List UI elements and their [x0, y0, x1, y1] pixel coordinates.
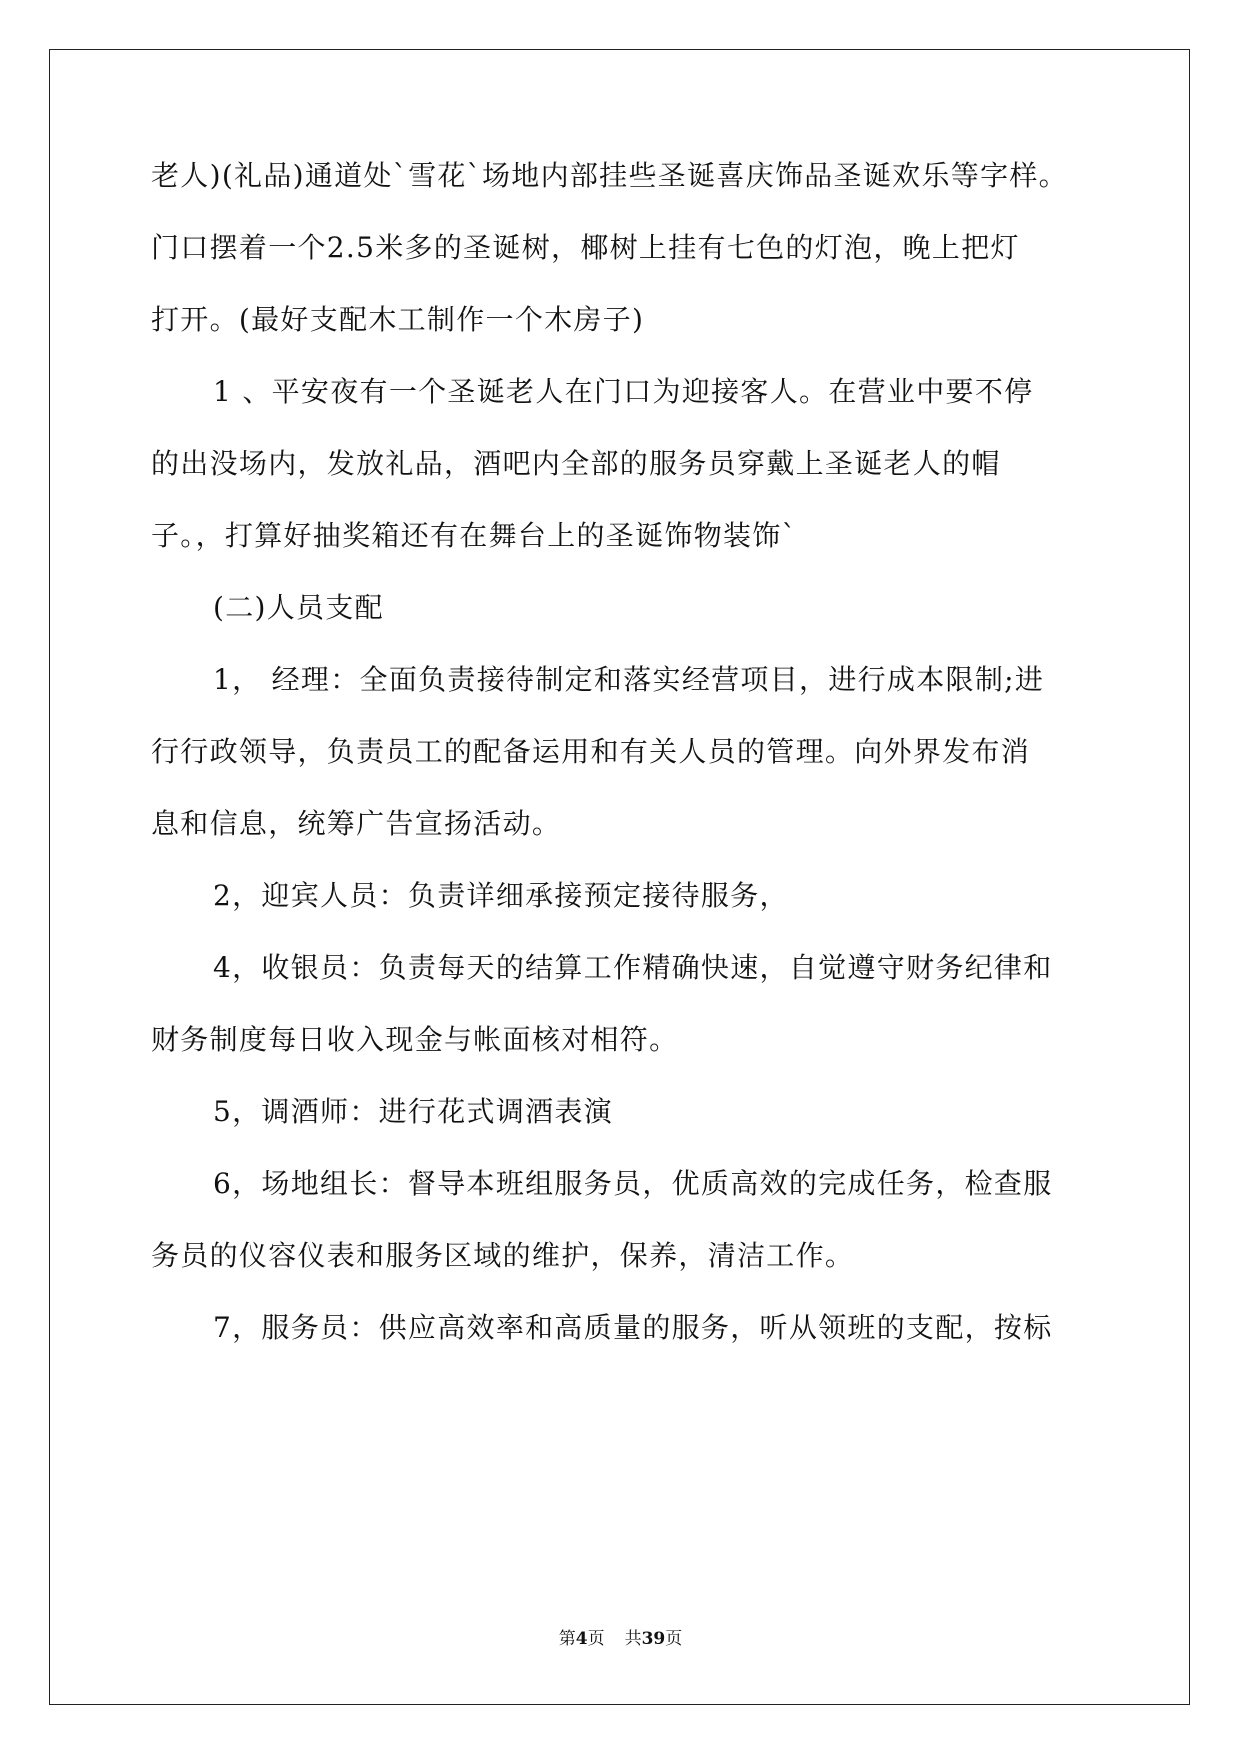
total-label-suffix: 页 — [665, 1629, 683, 1649]
paragraph-start: 1 、平安夜有一个圣诞老人在门口为迎接客人。在营业中要不停 — [213, 375, 1034, 408]
paragraph-start: 7，服务员：供应高效率和高质量的服务，听从领班的支配，按标 — [213, 1311, 1053, 1344]
text-line: 行行政领导，负责员工的配备运用和有关人员的管理。向外界发布消 — [151, 735, 1031, 768]
page-label-suffix: 页 — [587, 1629, 605, 1649]
text-line: 老人)(礼品)通道处`雪花`场地内部挂些圣诞喜庆饰品圣诞欢乐等字样。 — [151, 159, 1068, 192]
total-pages: 39 — [641, 1629, 666, 1649]
paragraph-start: 2，迎宾人员：负责详细承接预定接待服务， — [213, 879, 789, 912]
paragraph-start: 1， 经理：全面负责接待制定和落实经营项目，进行成本限制;进 — [213, 663, 1045, 696]
text-line: 子。，打算好抽奖箱还有在舞台上的圣诞饰物装饰` — [151, 519, 797, 552]
page-label-prefix: 第 — [558, 1629, 576, 1649]
text-line: 门口摆着一个2.5米多的圣诞树，椰树上挂有七色的灯泡，晚上把灯 — [151, 231, 1020, 264]
paragraph-start: 5，调酒师：进行花式调酒表演 — [213, 1095, 614, 1128]
section-heading: (二)人员支配 — [213, 591, 384, 624]
total-label-prefix: 共 — [624, 1629, 642, 1649]
text-line: 打开。(最好支配木工制作一个木房子) — [151, 303, 645, 336]
text-line: 财务制度每日收入现金与帐面核对相符。 — [151, 1023, 679, 1056]
page-border — [49, 49, 1190, 1705]
text-line: 的出没场内，发放礼品，酒吧内全部的服务员穿戴上圣诞老人的帽 — [151, 447, 1001, 480]
text-line: 息和信息，统筹广告宣扬活动。 — [151, 807, 562, 840]
page-footer — [0, 1628, 1241, 1650]
text-line: 务员的仪容仪表和服务区域的维护，保养，清洁工作。 — [151, 1239, 855, 1272]
paragraph-start: 6，场地组长：督导本班组服务员，优质高效的完成任务，检查服 — [213, 1167, 1053, 1200]
paragraph-start: 4，收银员：负责每天的结算工作精确快速，自觉遵守财务纪律和 — [213, 951, 1053, 984]
page-number: 4 — [575, 1629, 588, 1649]
